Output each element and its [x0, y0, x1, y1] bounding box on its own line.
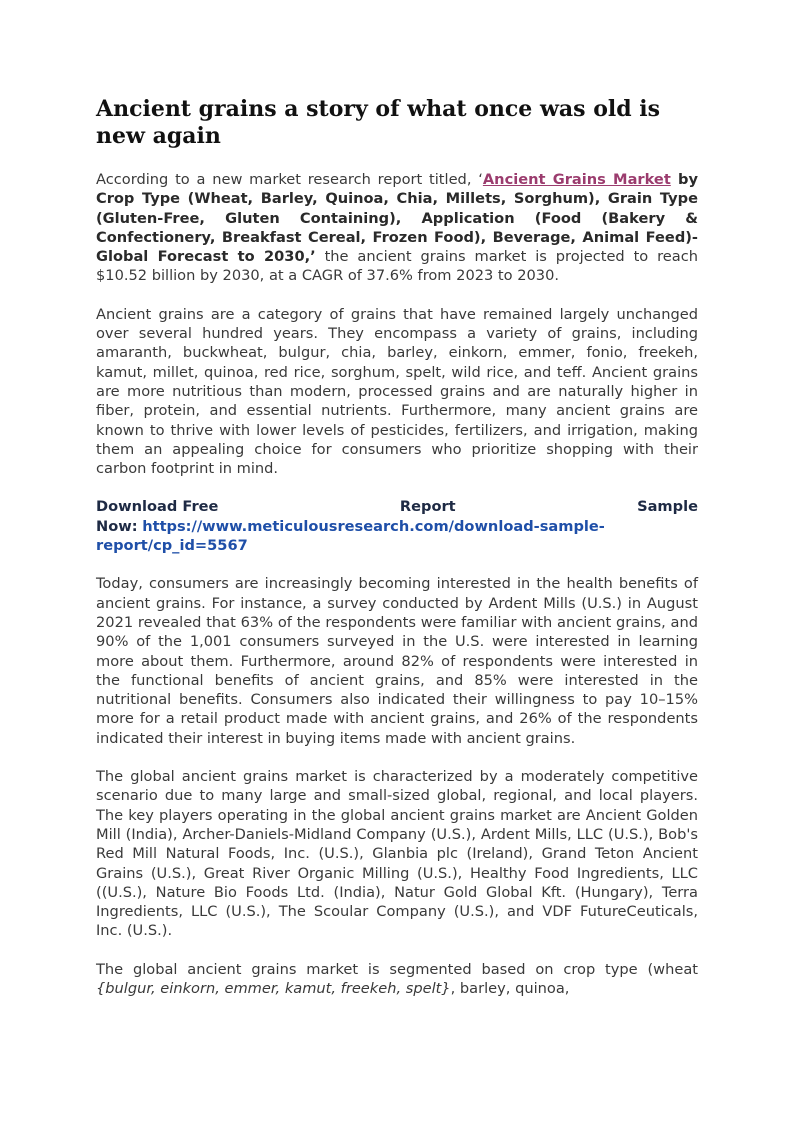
- paragraph-definition: Ancient grains are a category of grains that have remained largely unchanged over several hundred years. They encompass a variety of grains, including amaranth, buckwheat, bulgur, chia, barley, einkorn, emmer, fonio, freekeh, kamut, millet, quinoa, red rice, sorghum, spelt, wild rice, and teff. Ancient grains are more nutritious than modern, processed grains and are naturally higher in fiber, protein, and essential nutrients. Furthermore, many ancient grains are known to thrive with lower levels of pesticides, fertilizers, and irrigation, making them an appealing choice for consumers who prioritize shopping with their carbon footprint in mind.: [96, 305, 698, 478]
- intro-text: According to a new market research report titled, ‘: [96, 171, 483, 188]
- article-body: [96, 96, 698, 1017]
- segmentation-intro: The global ancient grains market is segmented based on crop type (wheat: [96, 960, 698, 978]
- paragraph-intro: [96, 170, 698, 286]
- paragraph-consumer-survey: Today, consumers are increasingly becoming interested in the health benefits of ancient grains. For instance, a survey conducted by Ardent Mills (U.S.) in August 2021 revealed that 63% of the respondents were familiar with ancient grains, and 90% of the 1,001 consumers surveyed in the U.S. were interested in learning more about them. Furthermore, around 82% of respondents were interested in the functional benefits of ancient grains, and 85% were interested in the nutritional benefits. Consumers also indicated their willingness to pay 10–15% more for a retail product made with ancient grains, and 26% of the respondents indicated their interest in buying items made with ancient grains.: [96, 575, 698, 747]
- download-word-4: Now:: [96, 517, 138, 535]
- download-sample-link[interactable]: https://www.meticulousresearch.com/download-sample-report/cp_id=5567: [96, 517, 605, 555]
- segmentation-wheat-types: {bulgur, einkorn, emmer, kamut, freekeh, spelt}: [96, 979, 451, 997]
- intro-rest: the ancient grains market is projected to reach $10.52 billion by 2030, at a CAGR of 37.6% from 2023 to 2030.: [96, 248, 698, 285]
- download-word-2: Report: [399, 498, 456, 516]
- segmentation-rest: , barley, quinoa,: [450, 979, 570, 997]
- download-word-1: Download Free: [96, 498, 219, 516]
- download-line-2: [96, 517, 698, 556]
- ancient-grains-market-link[interactable]: Ancient Grains Market: [482, 171, 671, 188]
- download-word-3: Sample: [637, 498, 698, 516]
- report-title-bold: by Crop Type (Wheat, Barley, Quinoa, Chia, Millets, Sorghum), Grain Type (Gluten-Free, Gluten Containing), Application (Food (Bakery & Confectionery, Breakfast Cereal, Frozen Food), Beverage, Animal Feed)- Global Forecast to 2030,’: [96, 171, 698, 266]
- download-heading: [96, 497, 698, 516]
- article-title: Ancient grains a story of what once was old is new again: [96, 96, 661, 149]
- paragraph-key-players: The global ancient grains market is characterized by a moderately competitive scenario due to many large and small-sized global, regional, and local players. The key players operating in the global ancient grains market are Ancient Golden Mill (India), Archer-Daniels-Midland Company (U.S.), Ardent Mills, LLC (U.S.), Bob's Red Mill Natural Foods, Inc. (U.S.), Glanbia plc (Ireland), Grand Teton Ancient Grains (U.S.), Great River Organic Milling (U.S.), Healthy Food Ingredients, LLC ((U.S.), Nature Bio Foods Ltd. (India), Natur Gold Global Kft. (Hungary), Terra Ingredients, LLC (U.S.), The Scoular Company (U.S.), and VDF FutureCeuticals, Inc. (U.S.).: [96, 768, 698, 940]
- download-sample-block: [96, 497, 698, 555]
- paragraph-segmentation: [96, 960, 698, 999]
